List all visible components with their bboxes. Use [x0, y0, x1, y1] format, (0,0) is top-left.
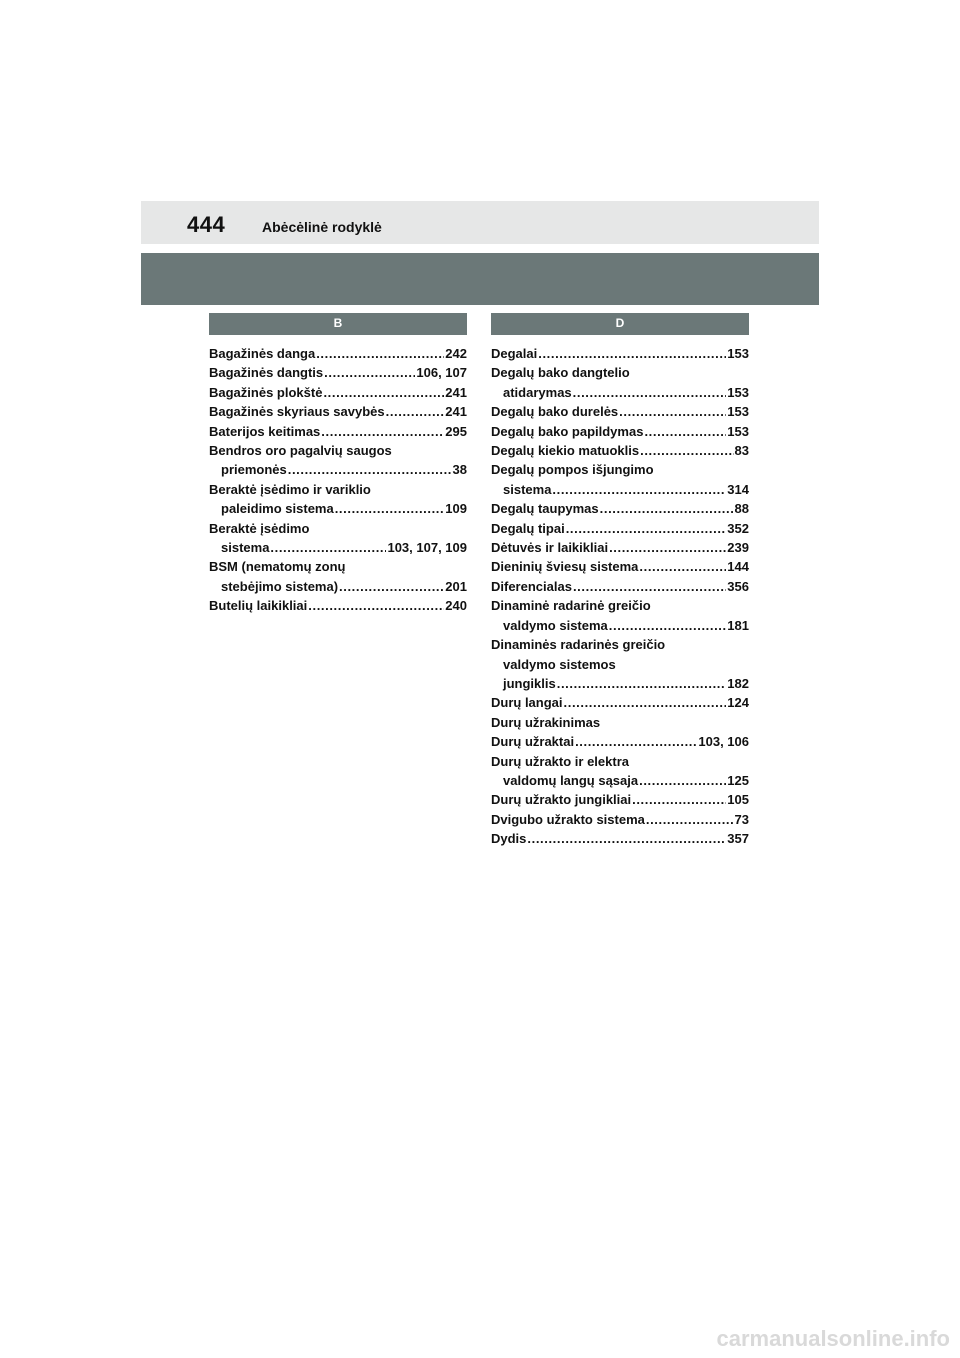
dot-leader	[321, 422, 444, 441]
index-entry-line	[491, 771, 749, 790]
index-term: valdomų langų sąsaja	[503, 772, 639, 788]
dot-leader	[639, 557, 726, 576]
index-entry	[491, 441, 749, 460]
page-reference: 153	[727, 346, 749, 361]
page-reference: 106, 107	[416, 365, 467, 381]
index-entry	[491, 344, 749, 363]
index-entry	[209, 441, 467, 480]
page-reference: 352	[727, 520, 749, 536]
index-entry	[491, 693, 749, 712]
watermark: carmanualsonline.info	[716, 1326, 950, 1351]
index-entry-line	[491, 363, 749, 382]
page-reference: 109	[445, 501, 467, 517]
index-entry-line	[209, 596, 467, 615]
index-entry	[491, 363, 749, 402]
page-reference: 88	[734, 501, 749, 517]
index-entry	[491, 499, 749, 518]
index-entry	[491, 460, 749, 499]
dot-leader	[566, 519, 727, 538]
index-entry-line	[491, 635, 749, 654]
page-reference: 103, 106	[698, 734, 749, 750]
index-entry-line	[491, 752, 749, 771]
index-term: Degalų kiekio matuoklis	[491, 443, 640, 459]
dot-leader	[609, 538, 726, 557]
dot-leader	[308, 596, 444, 615]
dot-leader	[573, 383, 727, 402]
index-entry-line	[209, 344, 467, 363]
page-reference: 240	[445, 598, 467, 614]
index-entry-line	[491, 790, 749, 809]
page-reference: 83	[734, 443, 749, 459]
index-term: Durų užraktai	[491, 734, 575, 750]
index-entry-line	[491, 829, 749, 848]
index-term: Durų langai	[491, 695, 563, 711]
section-header-b: B	[209, 313, 467, 335]
index-entry-line	[491, 480, 749, 499]
dot-leader	[644, 422, 726, 441]
page-reference: 182	[727, 675, 749, 691]
page-header-band	[141, 201, 819, 244]
index-entry-line	[209, 363, 467, 382]
index-term: Durų užrakto ir elektra	[491, 753, 629, 769]
index-entry-line	[491, 441, 749, 460]
index-entry-line	[491, 383, 749, 402]
page-reference: 105	[727, 792, 749, 808]
index-term: Dinaminė radarinė greičio	[491, 598, 651, 614]
index-entry-line	[209, 480, 467, 499]
dot-leader	[646, 810, 734, 829]
index-entry	[491, 422, 749, 441]
page-reference: 314	[727, 481, 749, 497]
index-entry-line	[491, 519, 749, 538]
dot-leader	[600, 499, 734, 518]
page-reference: 103, 107, 109	[387, 540, 467, 556]
index-term: valdymo sistema	[503, 617, 608, 633]
dot-leader	[639, 771, 726, 790]
page-reference: 125	[727, 772, 749, 788]
dot-leader	[632, 790, 726, 809]
index-entry-line	[491, 344, 749, 363]
section-header-d: D	[491, 313, 749, 335]
page-reference: 153	[727, 423, 749, 439]
index-term: jungiklis	[503, 675, 556, 691]
index-entry-line	[491, 693, 749, 712]
dot-leader	[386, 402, 445, 421]
page-reference: 181	[727, 617, 749, 633]
index-entry-line	[491, 499, 749, 518]
index-entry-line	[209, 519, 467, 538]
page-reference: 242	[445, 346, 467, 361]
index-term: Degalų pompos išjungimo	[491, 462, 654, 478]
index-term: Dėtuvės ir laikikliai	[491, 540, 609, 556]
index-entry-line	[491, 810, 749, 829]
index-entry-line	[491, 460, 749, 479]
page-reference: 124	[727, 695, 749, 711]
dot-leader	[324, 363, 415, 382]
index-entry	[491, 635, 749, 693]
index-entry-line	[209, 441, 467, 460]
index-term: Degalų bako dangtelio	[491, 365, 630, 381]
index-entry	[209, 344, 467, 363]
index-entry	[491, 557, 749, 576]
dot-leader	[552, 480, 726, 499]
index-term: Bagažinės dangtis	[209, 365, 324, 381]
index-entry	[209, 402, 467, 421]
index-entry-line	[491, 422, 749, 441]
index-entry-line	[209, 383, 467, 402]
dot-leader	[564, 693, 727, 712]
index-entry-line	[209, 422, 467, 441]
index-term: Bagažinės danga	[209, 346, 316, 361]
index-entry-line	[491, 713, 749, 732]
index-term: Beraktė įsėdimo	[209, 520, 310, 536]
page-reference: 241	[445, 404, 467, 420]
index-entry	[491, 713, 749, 732]
dot-leader	[323, 383, 444, 402]
index-term: Degalų bako durelės	[491, 404, 619, 420]
index-term: Baterijos keitimas	[209, 423, 321, 439]
index-entry-line	[491, 577, 749, 596]
index-term: atidarymas	[503, 384, 572, 400]
index-term: Butelių laikikliai	[209, 598, 308, 614]
index-term: Durų užrakto jungikliai	[491, 792, 632, 808]
page-reference: 295	[445, 423, 467, 439]
page-reference: 241	[445, 384, 467, 400]
index-term: valdymo sistemos	[503, 656, 616, 672]
dot-leader	[640, 441, 733, 460]
index-entry	[491, 402, 749, 421]
index-term: Diferencialas	[491, 578, 572, 594]
index-entry-line	[209, 577, 467, 596]
index-entry	[209, 480, 467, 519]
index-entry-line	[491, 674, 749, 693]
dot-leader	[538, 344, 726, 363]
index-term: Bagažinės skyriaus savybės	[209, 404, 385, 420]
index-entry	[209, 383, 467, 402]
index-entry-line	[491, 655, 749, 674]
index-entry-line	[491, 732, 749, 751]
index-term: Bagažinės plokštė	[209, 384, 323, 400]
dot-leader	[339, 577, 444, 596]
index-term: Degalai	[491, 346, 538, 361]
dot-leader	[619, 402, 726, 421]
index-term: Degalų taupymas	[491, 501, 599, 517]
index-term: Dydis	[491, 831, 527, 847]
page-reference: 73	[734, 811, 749, 827]
page-reference: 153	[727, 404, 749, 420]
index-entry	[209, 363, 467, 382]
index-entry	[491, 577, 749, 596]
page-number: 444	[187, 212, 226, 237]
index-term: Beraktė įsėdimo ir variklio	[209, 481, 371, 497]
index-term: BSM (nematomų zonų	[209, 559, 346, 575]
index-entry	[491, 538, 749, 557]
index-entry-line	[491, 557, 749, 576]
index-term: paleidimo sistema	[221, 501, 334, 517]
index-entry	[491, 732, 749, 751]
index-term: sistema	[221, 540, 270, 556]
index-term: sistema	[503, 481, 552, 497]
index-entry-line	[209, 557, 467, 576]
index-entry	[491, 790, 749, 809]
index-entry	[491, 596, 749, 635]
index-entry	[491, 829, 749, 848]
index-term: Degalų bako papildymas	[491, 423, 644, 439]
page-reference: 239	[727, 540, 749, 556]
page-reference: 38	[452, 462, 467, 478]
entry-list-d	[491, 344, 749, 849]
index-term: stebėjimo sistema)	[221, 578, 339, 594]
index-entry	[209, 519, 467, 558]
index-entry-line	[491, 616, 749, 635]
dot-leader	[527, 829, 726, 848]
dot-leader	[316, 344, 444, 363]
dot-leader	[557, 674, 727, 693]
index-entry-line	[209, 460, 467, 479]
index-term: Dinaminės radarinės greičio	[491, 637, 666, 653]
page-reference: 357	[727, 831, 749, 847]
dot-leader	[270, 538, 386, 557]
index-term: Dieninių šviesų sistema	[491, 559, 639, 575]
index-entry-line	[209, 538, 467, 557]
index-column-b	[209, 313, 467, 616]
dot-leader	[573, 577, 726, 596]
index-entry-line	[209, 402, 467, 421]
dot-leader	[288, 460, 452, 479]
index-term: Dvigubo užrakto sistema	[491, 811, 645, 827]
page-title: Abėcėlinė rodyklė	[262, 219, 382, 235]
page-reference: 153	[727, 384, 749, 400]
index-column-d	[491, 313, 749, 849]
index-entry	[209, 557, 467, 596]
index-entry	[209, 422, 467, 441]
dot-leader	[609, 616, 727, 635]
index-term: Degalų tipai	[491, 520, 565, 536]
index-term: priemonės	[221, 462, 287, 478]
index-entry-line	[209, 499, 467, 518]
page-reference: 201	[445, 578, 467, 594]
index-term: Durų užrakinimas	[491, 714, 601, 730]
page-reference: 144	[727, 559, 749, 575]
index-entry-line	[491, 596, 749, 615]
section-banner	[141, 253, 819, 305]
index-entry	[209, 596, 467, 615]
index-entry	[491, 810, 749, 829]
index-entry-line	[491, 402, 749, 421]
dot-leader	[575, 732, 697, 751]
index-entry-line	[491, 538, 749, 557]
entry-list-b	[209, 344, 467, 616]
dot-leader	[335, 499, 445, 518]
index-term: Bendros oro pagalvių saugos	[209, 443, 392, 459]
page-reference: 356	[727, 578, 749, 594]
index-entry	[491, 752, 749, 791]
index-entry	[491, 519, 749, 538]
